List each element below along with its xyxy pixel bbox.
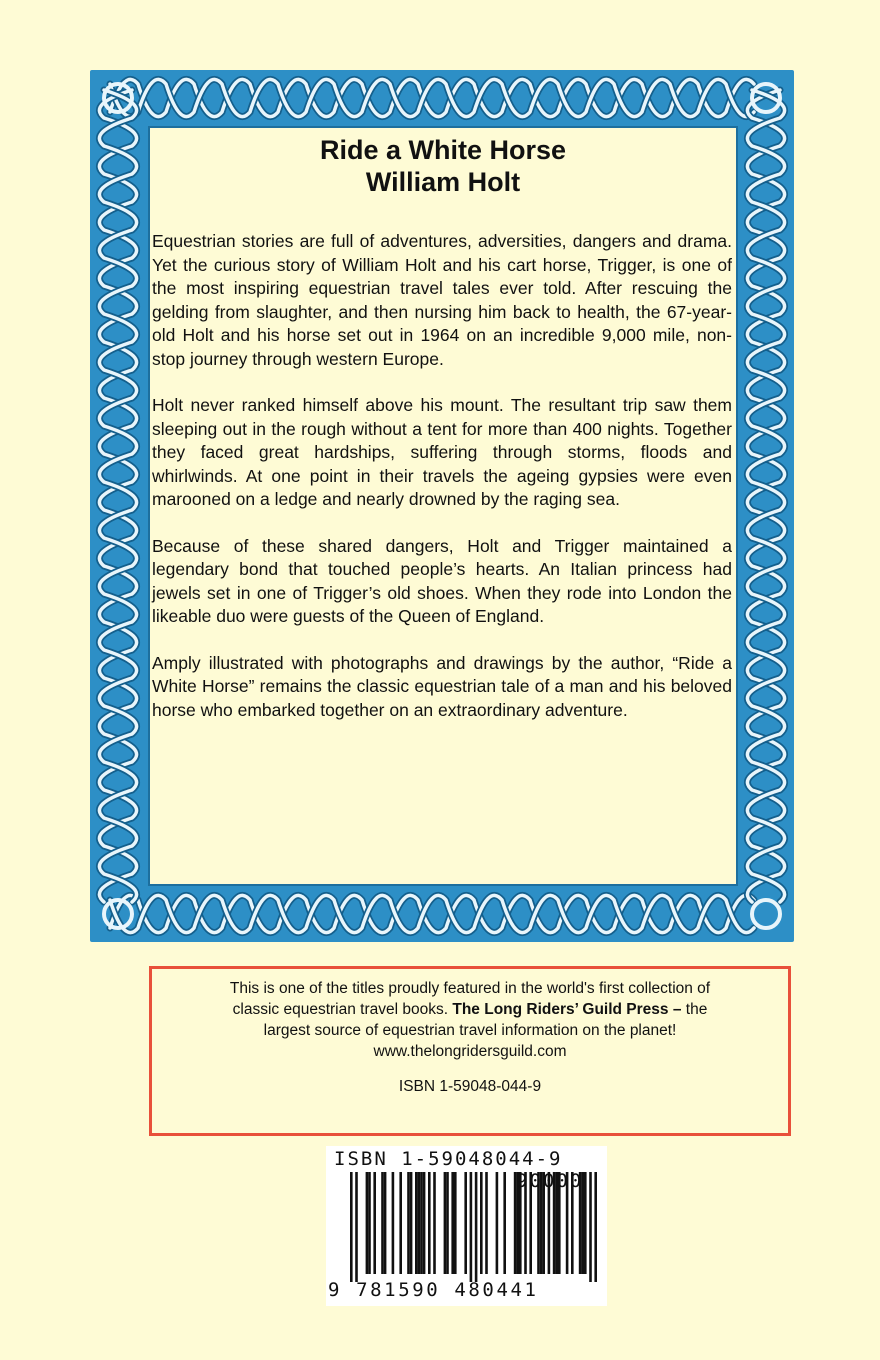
barcode [326, 1146, 607, 1306]
book-title: Ride a White Horse [319, 135, 567, 165]
book-author: William Holt [365, 167, 521, 197]
guild-line-text: classic equestrian travel books. [232, 1001, 453, 1018]
guild-url: www.thelongridersguild.com [373, 1043, 567, 1060]
guild-line [152, 999, 788, 1020]
isbn-text: ISBN 1-59048-044-9 [398, 1078, 542, 1095]
guild-line-text: the [681, 1001, 708, 1018]
barcode-isbn-label: ISBN 1-59048044-9 [334, 1148, 563, 1170]
barcode-price-code: 90000 [516, 1170, 584, 1192]
barcode-digits: 9 781590 480441 [328, 1279, 539, 1301]
description-paragraph: Because of these shared dangers, Holt and Trigger maintained a legendary bond that touched people’s hearts. An Italian princess had jewels set in one of Trigger’s old shoes. When they rode into London the likeable duo were guests of the Queen of England. [152, 535, 732, 626]
description-paragraph: Amply illustrated with photographs and drawings by the author, “Ride a White Horse” remains the classic equestrian tale of a man and his beloved horse who embarked together on an extraordinary adventure. [152, 652, 732, 720]
title-block [148, 134, 738, 198]
guild-info-box [149, 966, 791, 1136]
description-paragraph: Equestrian stories are full of adventures, adversities, dangers and drama. Yet the curious story of William Holt and his cart horse, Trigger, is one of the most inspiring equestrian travel tales ever told. After rescuing the gelding from slaughter, and then nursing him back to health, the 67-year-old Holt and his horse set out in 1964 on an incredible 9,000 mile, non-stop journey through western Europe. [152, 231, 732, 369]
guild-line: This is one of the titles proudly featured in the world's first collection of [229, 980, 711, 997]
guild-press-name: The Long Riders’ Guild Press – [452, 1001, 682, 1018]
guild-line: largest source of equestrian travel information on the planet! [263, 1022, 677, 1039]
description-paragraph: Holt never ranked himself above his mount. The resultant trip saw them sleeping out in the rough without a tent for more than 400 nights. Together they faced great hardships, suffering through storms, floods and whirlwinds. At one point in their travels the ageing gypsies were even marooned on a ledge and nearly drowned by the raging sea. [152, 395, 732, 509]
book-description [152, 230, 732, 745]
